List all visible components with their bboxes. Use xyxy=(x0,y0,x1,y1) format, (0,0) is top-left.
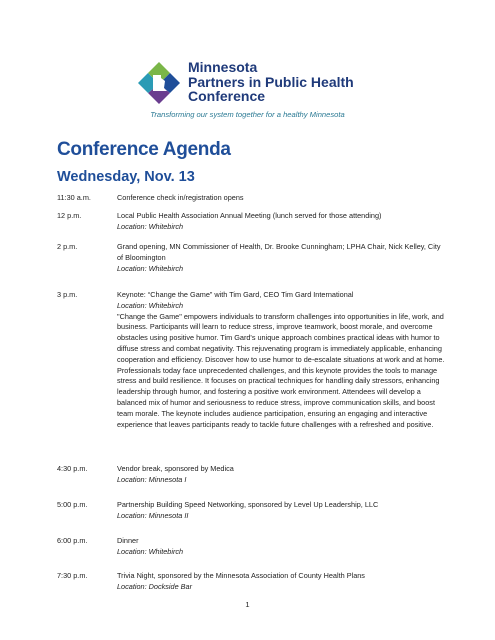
agenda-body xyxy=(117,193,447,204)
page-number: 1 xyxy=(245,600,250,609)
agenda-title: Trivia Night, sponsored by the Minnesota Association of County Health Plans xyxy=(117,571,365,580)
tagline: Transforming our system together for a healthy Minnesota xyxy=(150,110,345,119)
agenda-location: Location: Minnesota II xyxy=(117,510,189,520)
agenda-body xyxy=(117,536,447,558)
agenda-title: Vendor break, sponsored by Medica xyxy=(117,464,234,473)
day-heading: Wednesday, Nov. 13 xyxy=(57,169,195,185)
minnesota-logo-icon xyxy=(136,60,182,106)
agenda-location: Location: Dockside Bar xyxy=(117,581,193,591)
agenda-title: Dinner xyxy=(117,536,139,545)
agenda-time: 4:30 p.m. xyxy=(57,464,88,473)
org-name-line-3: Conference xyxy=(188,88,266,104)
agenda-body xyxy=(117,464,447,486)
agenda-location: Location: Whitebirch xyxy=(117,221,184,231)
agenda-title: Keynote: “Change the Game” with Tim Gard, CEO Tim Gard International xyxy=(117,290,354,299)
conference-header xyxy=(0,52,495,124)
organization-name xyxy=(188,60,354,104)
agenda-title: Grand opening, MN Commissioner of Health, Dr. Brooke Cunningham; LPHA Chair, Nick Kelley, City of Bloomington xyxy=(117,242,441,262)
agenda-time: 6:00 p.m. xyxy=(57,536,88,545)
agenda-description: "Change the Game" empowers individuals to transform challenges into opportunities in life, work, and business. Participants will learn to reduce stress, improve teamwork, boost morale, and overcome obstacles using positive humor. Tim Gard's unique approach combines practical ideas with humor to diffuse stress and combat negativity. This rejuvenating program is immediately applicable, enhancing cooperation and efficiency. Discover how to use humor to de-escalate situations at work and at home. Professionals today face unprecedented challenges, and this keynote provides the tools to manage stress and build resilience. It focuses on practical techniques for handling daily stressors, enhancing leadership through humor, and fostering a positive work environment. Attendees will develop a balanced mix of humor and seriousness to reduce stress, improve communication skills, and boost team morale. The keynote includes audience participation, ensuring an engaging and interactive experience that leaves participants ready to tackle future challenges with a refreshed and positive. xyxy=(117,311,445,429)
org-name-line-1: Minnesota xyxy=(188,59,258,75)
agenda-time: 5:00 p.m. xyxy=(57,500,88,509)
agenda-time: 7:30 p.m. xyxy=(57,571,88,580)
agenda-body xyxy=(117,571,447,593)
org-name-line-2: Partners in Public Health xyxy=(188,73,354,90)
agenda-time: 3 p.m. xyxy=(57,290,78,299)
agenda-title: Conference check in/registration opens xyxy=(117,193,244,202)
page-title: Conference Agenda xyxy=(57,139,231,160)
agenda-body xyxy=(117,290,447,430)
agenda-title: Local Public Health Association Annual Meeting (lunch served for those attending) xyxy=(117,211,382,220)
agenda-location: Location: Whitebirch xyxy=(117,300,184,310)
agenda-body xyxy=(117,242,447,274)
agenda-title: Partnership Building Speed Networking, sponsored by Level Up Leadership, LLC xyxy=(117,500,379,509)
agenda-body xyxy=(117,211,447,233)
agenda-time: 12 p.m. xyxy=(57,211,82,220)
agenda-body xyxy=(117,500,447,522)
agenda-time: 2 p.m. xyxy=(57,242,78,251)
agenda-location: Location: Whitebirch xyxy=(117,263,184,273)
agenda-location: Location: Minnesota I xyxy=(117,474,187,484)
agenda-location: Location: Whitebirch xyxy=(117,546,184,556)
agenda-time: 11:30 a.m. xyxy=(57,193,91,202)
